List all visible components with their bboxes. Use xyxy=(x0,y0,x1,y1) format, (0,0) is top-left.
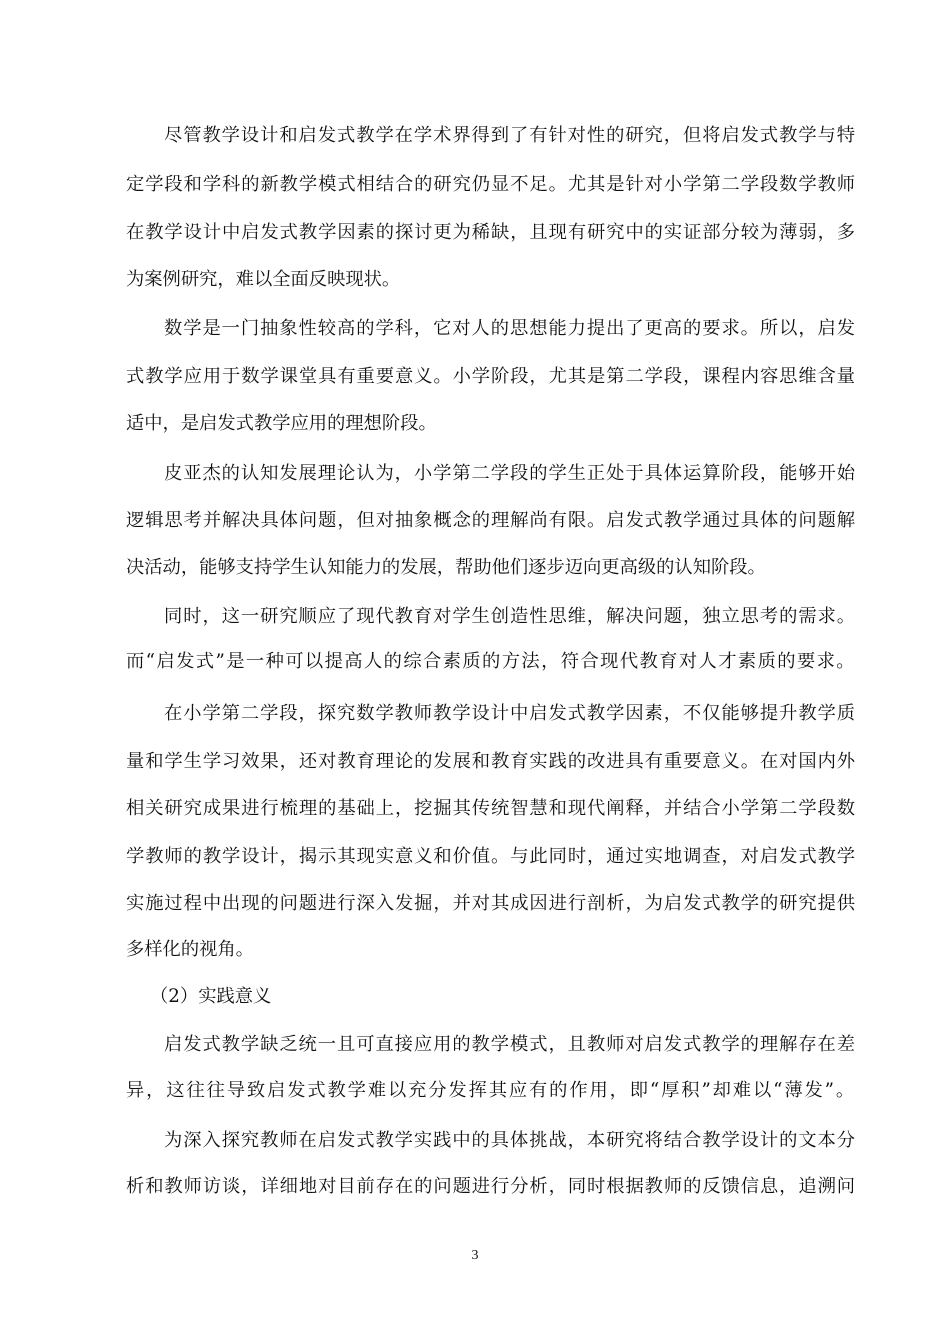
text-line: 适中，是启发式教学应用的理想阶段。 xyxy=(126,413,437,434)
text-line: 定学段和学科的新教学模式相结合的研究仍显不足。尤其是针对小学第二学段数学教师 xyxy=(126,174,856,195)
text-line: 同时，这一研究顺应了现代教育对学生创造性思维，解决问题，独立思考的需求。 xyxy=(164,606,856,627)
text-line: 尽管教学设计和启发式教学在学术界得到了有针对性的研究，但将启发式教学与特 xyxy=(164,125,856,146)
text-line: 学教师的教学设计，揭示其现实意义和价值。与此同时，通过实地调查，对启发式教学 xyxy=(126,846,856,867)
text-line: 为案例研究，难以全面反映现状。 xyxy=(126,269,401,290)
text-line: 在小学第二学段，探究数学教师教学设计中启发式教学因素，不仅能够提升教学质 xyxy=(164,703,856,724)
section-heading: （2）实践意义 xyxy=(150,986,272,1007)
text-line: 数学是一门抽象性较高的学科，它对人的思想能力提出了更高的要求。所以，启发 xyxy=(164,318,856,339)
text-line: 逻辑思考并解决具体问题，但对抽象概念的理解尚有限。启发式教学通过具体的问题解 xyxy=(126,510,856,531)
text-line: 在教学设计中启发式教学因素的探讨更为稀缺，且现有研究中的实证部分较为薄弱，多 xyxy=(126,222,856,243)
text-line: 式教学应用于数学课堂具有重要意义。小学阶段，尤其是第二学段，课程内容思维含量 xyxy=(126,366,856,387)
text-line: 相关研究成果进行梳理的基础上，挖掘其传统智慧和现代阐释，并结合小学第二学段数 xyxy=(126,798,856,819)
text-line: 异，这往往导致启发式教学难以充分发挥其应有的作用，即“厚积”却难以“薄发”。 xyxy=(126,1080,856,1101)
text-line: 多样化的视角。 xyxy=(126,939,254,960)
text-line: 而“启发式”是一种可以提高人的综合素质的方法，符合现代教育对人才素质的要求。 xyxy=(126,651,856,672)
text-line: 皮亚杰的认知发展理论认为，小学第二学段的学生正处于具体运算阶段，能够开始 xyxy=(164,463,856,484)
text-line: 启发式教学缺乏统一且可直接应用的教学模式，且教师对启发式教学的理解存在差 xyxy=(164,1034,856,1055)
text-line: 决活动，能够支持学生认知能力的发展，帮助他们逐步迈向更高级的认知阶段。 xyxy=(126,557,766,578)
page-number: 3 xyxy=(471,1248,479,1263)
text-line: 为深入探究教师在启发式教学实践中的具体挑战，本研究将结合教学设计的文本分 xyxy=(164,1130,856,1151)
text-line: 量和学生学习效果，还对教育理论的发展和教育实践的改进具有重要意义。在对国内外 xyxy=(126,751,856,772)
text-line: 析和教师访谈，详细地对目前存在的问题进行分析，同时根据教师的反馈信息，追溯问 xyxy=(126,1176,856,1197)
text-line: 实施过程中出现的问题进行深入发掘，并对其成因进行剖析，为启发式教学的研究提供 xyxy=(126,893,856,914)
